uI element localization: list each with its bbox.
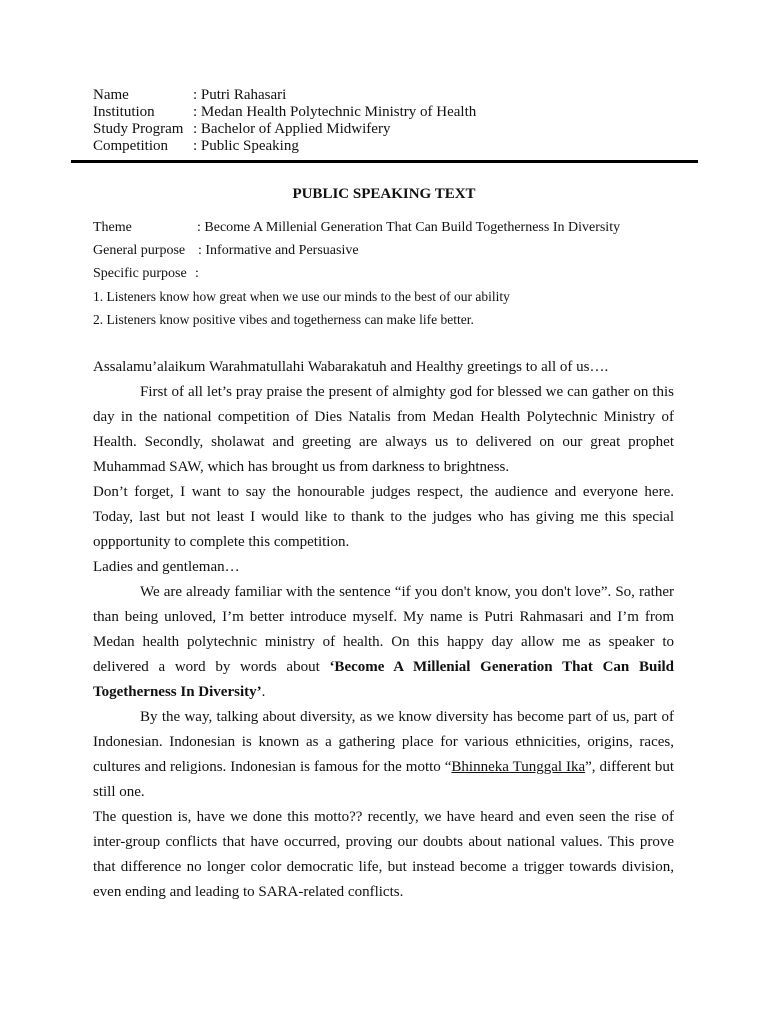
speech-paragraph xyxy=(93,580,674,705)
speech-paragraph: The question is, have we done this motto?? recently, we have heard and even seen the rise of inter-group conflicts that have occurred, proving our doubts about national values. This prove that difference no longer color democratic life, but instead become a trigger towards division, even ending and leading to SARA-related conflicts. xyxy=(93,809,674,900)
speech-text: We are already familiar with the sentence “if you don't know, you don't love”. So, rather than being unloved, I’m better introduce myself. My name is Putri Rahmasari and I’m from Medan health polytechnic ministry of health. On this happy day allow me as speaker to delivered a word by words about xyxy=(93,584,674,675)
purpose-item: 2. Listeners know positive vibes and togetherness can make life better. xyxy=(93,312,474,327)
speech-paragraph: Ladies and gentleman… xyxy=(93,559,240,575)
purpose-item: 1. Listeners know how great when we use our minds to the best of our ability xyxy=(93,289,510,304)
info-value: : Putri Rahasari xyxy=(193,87,287,103)
document-title: PUBLIC SPEAKING TEXT xyxy=(292,186,476,202)
theme-line xyxy=(93,219,620,236)
speech-text: ”, different but still one. xyxy=(93,759,674,800)
speech-paragraph: First of all let’s pray praise the present of almighty god for blessed we can gather on this day in the national competition of Dies Natalis from Medan Health Polytechnic Ministry of Health. Secondly, sholawat and greeting are always us to delivered on our great prophet Muhammad SAW, which has brought us from darkness to brightness. xyxy=(93,384,674,475)
info-label: Competition xyxy=(93,138,168,154)
speech-text: By the way, talking about diversity, as we know diversity has become part of us, part of Indonesian. Indonesian is known as a gathering place for various ethnicities, origins, races, cultures and religions. Indonesian is famous for the motto “ xyxy=(93,709,674,775)
general-purpose-line xyxy=(93,242,359,259)
info-value: : Public Speaking xyxy=(193,138,299,154)
speech-paragraph xyxy=(93,705,674,805)
general-purpose-value: : Informative and Persuasive xyxy=(198,243,359,258)
specific-purpose-line xyxy=(93,265,199,282)
info-value: : Bachelor of Applied Midwifery xyxy=(193,121,391,137)
theme-value: : Become A Millenial Generation That Can Build Togetherness In Diversity xyxy=(197,220,621,235)
speech-body xyxy=(93,355,674,905)
info-row-study-program xyxy=(93,121,476,138)
info-row-name xyxy=(93,87,476,104)
info-row-competition xyxy=(93,138,476,155)
speech-theme-bold: ‘Become A Millenial Generation That Can Build Togetherness In Diversity’ xyxy=(93,659,674,700)
participant-info xyxy=(93,87,476,155)
speech-paragraph: Don’t forget, I want to say the honourable judges respect, the audience and everyone here. Today, last but not least I would like to thank to the judges who has giving me this special oppportunity to complete this competition. xyxy=(93,484,674,550)
specific-purpose-value: : xyxy=(195,266,199,281)
info-value: : Medan Health Polytechnic Ministry of Health xyxy=(193,104,477,120)
info-label: Institution xyxy=(93,104,155,120)
specific-purpose-label: Specific purpose xyxy=(93,266,187,281)
info-row-institution xyxy=(93,104,476,121)
header-divider xyxy=(71,160,698,163)
speech-text: . xyxy=(261,684,266,700)
speech-greeting: Assalamu’alaikum Warahmatullahi Wabarakatuh and Healthy greetings to all of us…. xyxy=(93,359,609,375)
motto-underlined: Bhinneka Tunggal Ika xyxy=(451,759,586,775)
general-purpose-label: General purpose xyxy=(93,243,186,258)
info-label: Study Program xyxy=(93,121,184,137)
info-label: Name xyxy=(93,87,129,103)
theme-label: Theme xyxy=(93,220,132,235)
